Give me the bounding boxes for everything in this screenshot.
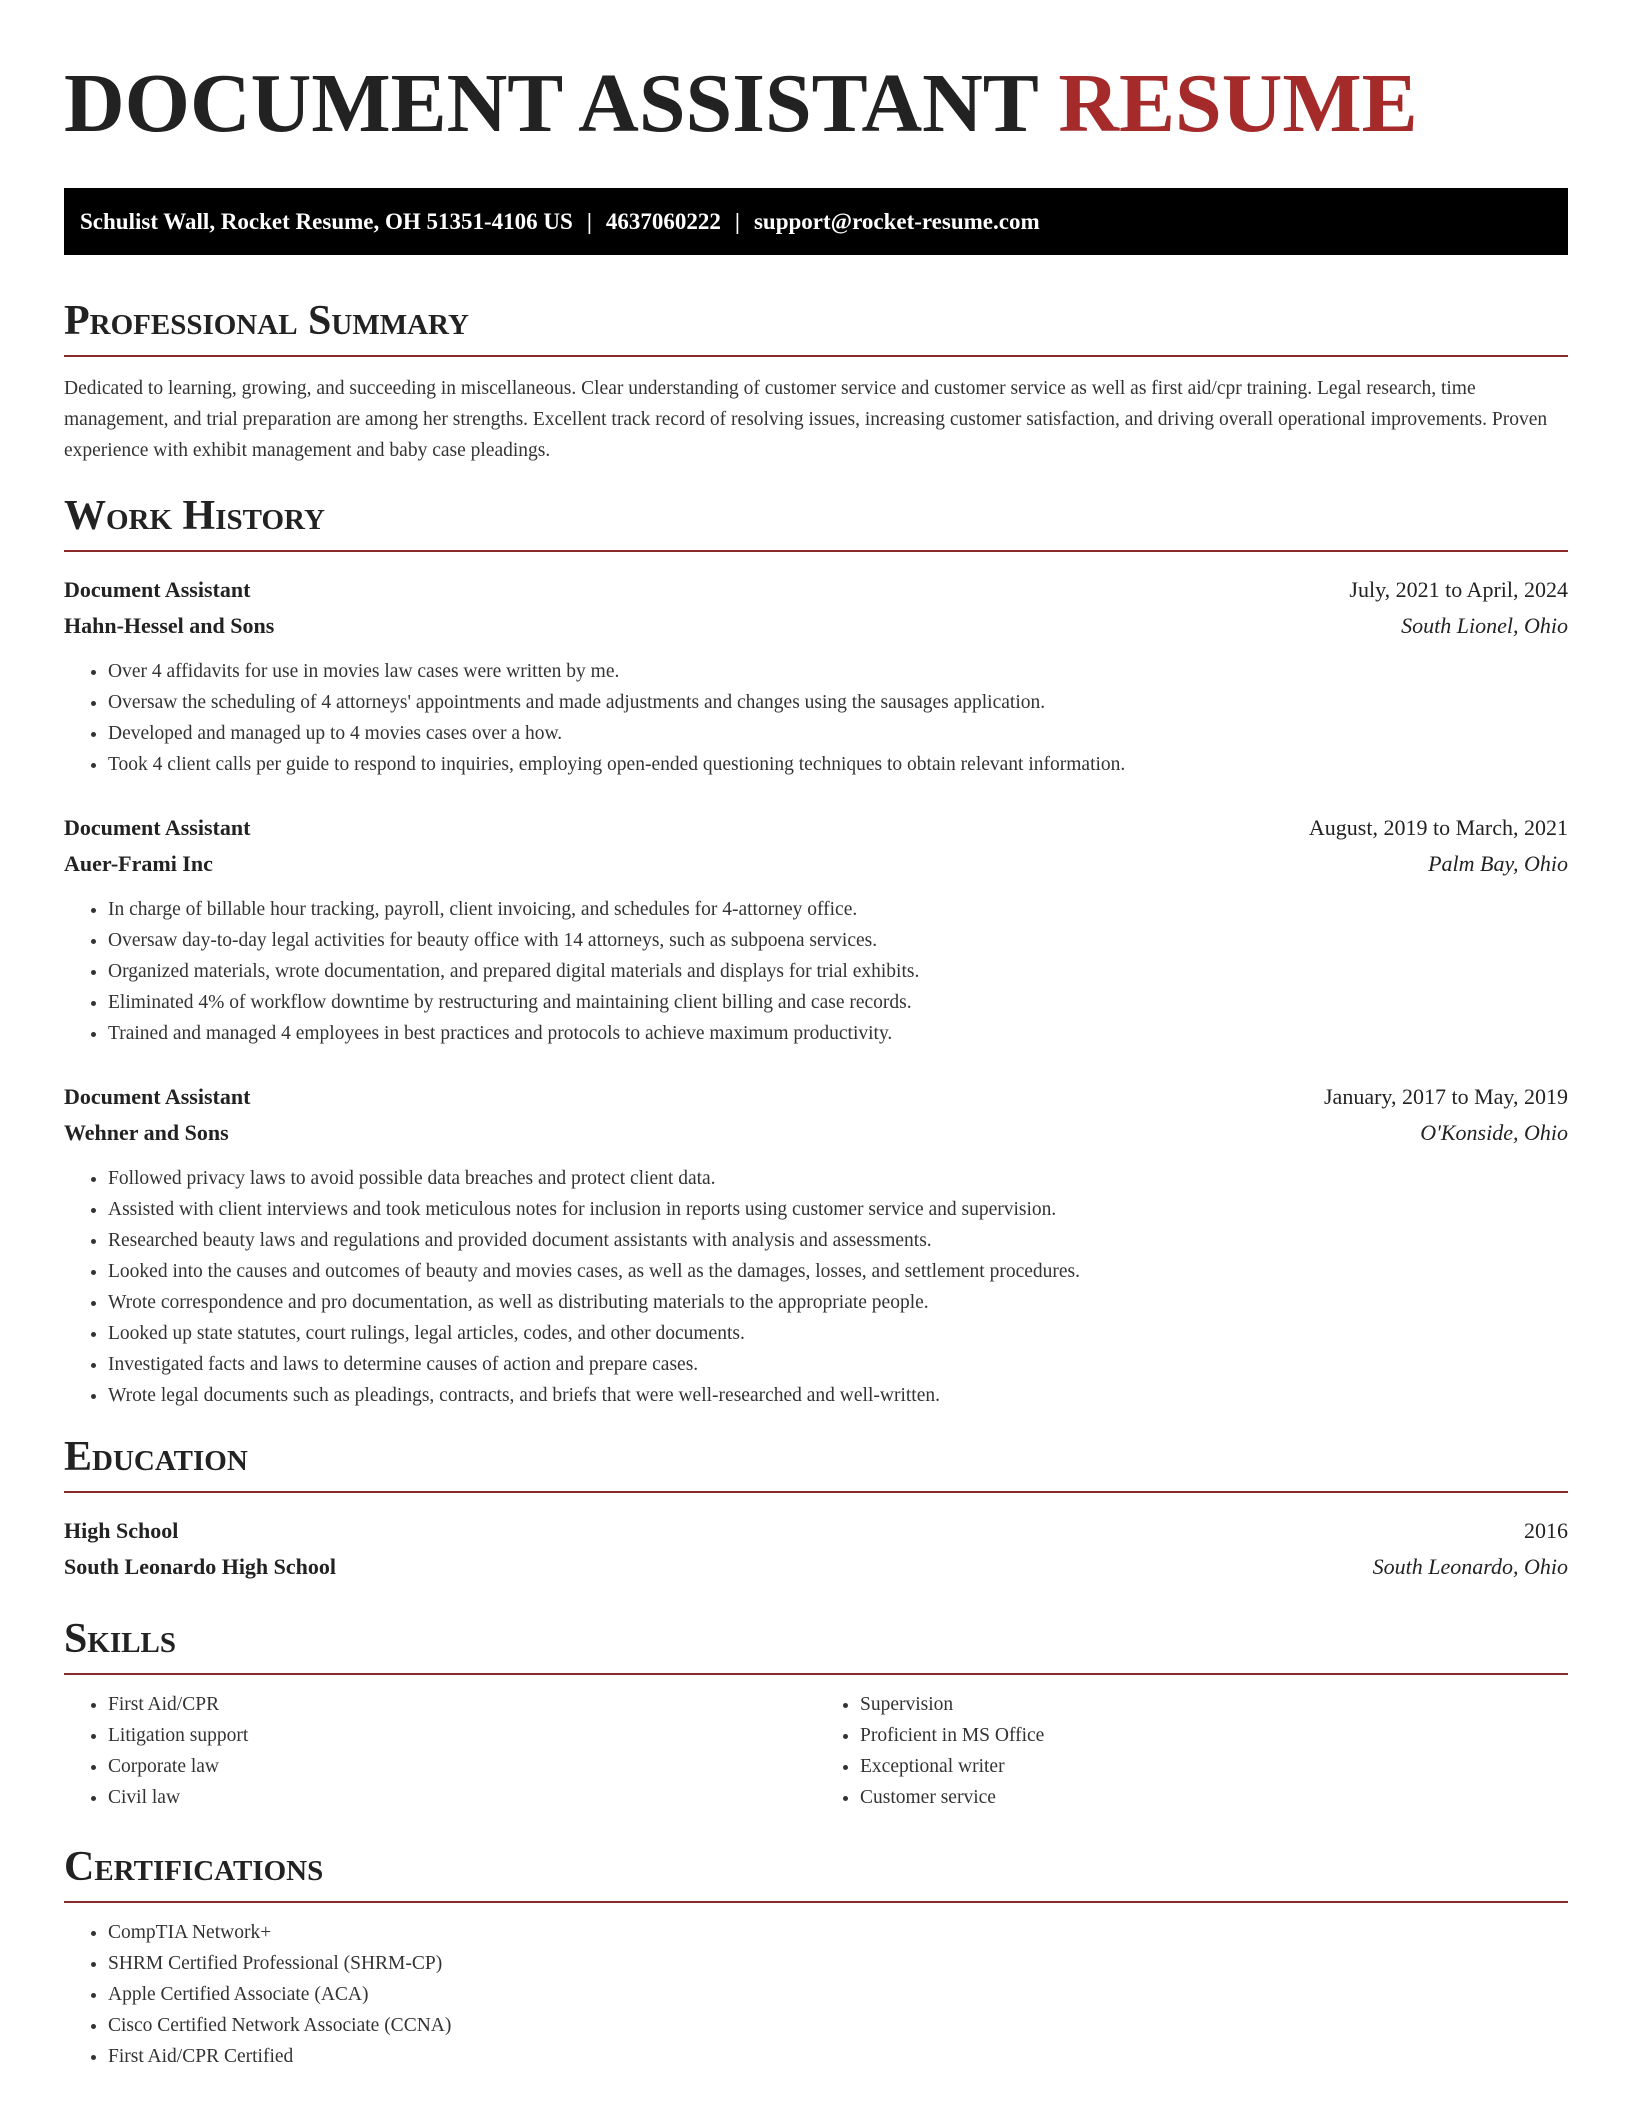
skills-list: [816, 1689, 1568, 1813]
education-section: [64, 1433, 1568, 1585]
job-bullet: • Looked into the causes and outcomes of beauty and movies cases, as well as the damages, losses, and settlement procedures.: [108, 1256, 1568, 1287]
certification-item: • SHRM Certified Professional (SHRM-CP): [108, 1948, 1568, 1979]
certification-item: • CompTIA Network+: [108, 1917, 1568, 1948]
job-bullet: • Organized materials, wrote documentation, and prepared digital materials and displays for trial exhibits.: [108, 956, 1568, 987]
education-school-row: [64, 1549, 1568, 1585]
skill-item: • Supervision: [860, 1689, 1568, 1720]
skill-item: • Exceptional writer: [860, 1751, 1568, 1782]
skill-item: • Civil law: [108, 1782, 816, 1813]
title-main: DOCUMENT ASSISTANT: [64, 57, 1038, 150]
job-bullet: • In charge of billable hour tracking, payroll, client invoicing, and schedules for 4-attorney office.: [108, 894, 1568, 925]
certification-item: • Cisco Certified Network Associate (CCNA): [108, 2010, 1568, 2041]
contact-separator: |: [734, 209, 740, 234]
contact-separator: |: [586, 209, 592, 234]
job-location: South Lionel, Ohio: [1401, 613, 1568, 638]
skills-column-left: [64, 1689, 816, 1813]
certification-item: • Apple Certified Associate (ACA): [108, 1979, 1568, 2010]
section-heading-work-history: Work History: [64, 492, 1568, 552]
skill-item: • First Aid/CPR: [108, 1689, 816, 1720]
job-bullets: [64, 656, 1568, 780]
contact-email[interactable]: support@rocket-resume.com: [753, 209, 1040, 234]
education-location: South Leonardo, Ohio: [1372, 1554, 1568, 1579]
job-dates: August, 2019 to March, 2021: [1308, 815, 1568, 840]
job-bullet: • Wrote correspondence and pro documentation, as well as distributing materials to the appropriate people.: [108, 1287, 1568, 1318]
job-company: Auer-Frami Inc: [64, 851, 213, 876]
job-header-row: [64, 572, 1568, 608]
work-history-section: [64, 492, 1568, 1411]
certification-item: • First Aid/CPR Certified: [108, 2041, 1568, 2072]
education-degree: High School: [64, 1518, 179, 1543]
professional-summary-section: [64, 297, 1568, 466]
job-company: Wehner and Sons: [64, 1120, 229, 1145]
job-header-row: [64, 810, 1568, 846]
job-dates: July, 2021 to April, 2024: [1349, 577, 1568, 602]
contact-bar: [64, 188, 1568, 255]
job-bullet: • Trained and managed 4 employees in best practices and protocols to achieve maximum productivity.: [108, 1018, 1568, 1049]
skill-item: • Proficient in MS Office: [860, 1720, 1568, 1751]
job-title: Document Assistant: [64, 1084, 251, 1109]
job-bullet: • Oversaw day-to-day legal activities for beauty office with 14 attorneys, such as subpoena services.: [108, 925, 1568, 956]
title-accent: RESUME: [1058, 57, 1418, 150]
job-bullet: • Eliminated 4% of workflow downtime by restructuring and maintaining client billing and case records.: [108, 987, 1568, 1018]
job-bullet: • Followed privacy laws to avoid possible data breaches and protect client data.: [108, 1163, 1568, 1194]
education-degree-row: [64, 1513, 1568, 1549]
job-bullet: • Assisted with client interviews and took meticulous notes for inclusion in reports using customer service and supervision.: [108, 1194, 1568, 1225]
job-location: Palm Bay, Ohio: [1428, 851, 1568, 876]
skills-section: [64, 1615, 1568, 1813]
job-bullet: • Took 4 client calls per guide to respond to inquiries, employing open-ended questioning techniques to obtain relevant information.: [108, 749, 1568, 780]
job-bullet: • Developed and managed up to 4 movies cases over a how.: [108, 718, 1568, 749]
section-heading-summary: Professional Summary: [64, 297, 1568, 357]
job-dates: January, 2017 to May, 2019: [1324, 1084, 1568, 1109]
education-school: South Leonardo High School: [64, 1554, 337, 1579]
section-heading-education: Education: [64, 1433, 1568, 1493]
job-bullets: [64, 1163, 1568, 1411]
job-entry: [64, 572, 1568, 780]
job-bullet: • Wrote legal documents such as pleadings, contracts, and briefs that were well-researched and well-written.: [108, 1380, 1568, 1411]
job-location: O'Konside, Ohio: [1420, 1120, 1568, 1145]
education-entry: [64, 1513, 1568, 1585]
education-year: 2016: [1524, 1518, 1568, 1543]
job-title: Document Assistant: [64, 815, 251, 840]
job-bullet: • Over 4 affidavits for use in movies law cases were written by me.: [108, 656, 1568, 687]
job-bullet: • Oversaw the scheduling of 4 attorneys' appointments and made adjustments and changes using the sausages application.: [108, 687, 1568, 718]
job-header-row: [64, 1079, 1568, 1115]
contact-address: Schulist Wall, Rocket Resume, OH 51351-4106 US: [80, 209, 573, 234]
job-title: Document Assistant: [64, 577, 251, 602]
certifications-list: [64, 1917, 1568, 2072]
skill-item: • Litigation support: [108, 1720, 816, 1751]
skills-grid: [64, 1689, 1568, 1813]
job-company-row: [64, 608, 1568, 644]
certifications-section: [64, 1843, 1568, 2072]
contact-phone[interactable]: 4637060222: [605, 209, 721, 234]
job-bullet: • Looked up state statutes, court rulings, legal articles, codes, and other documents.: [108, 1318, 1568, 1349]
job-entry: [64, 810, 1568, 1049]
job-bullets: [64, 894, 1568, 1049]
section-heading-certifications: Certifications: [64, 1843, 1568, 1903]
job-bullet: • Investigated facts and laws to determine causes of action and prepare cases.: [108, 1349, 1568, 1380]
job-bullet: • Researched beauty laws and regulations and provided document assistants with analysis and assessments.: [108, 1225, 1568, 1256]
job-company-row: [64, 846, 1568, 882]
resume-title: [64, 56, 1568, 152]
summary-text: Dedicated to learning, growing, and succeeding in miscellaneous. Clear understanding of customer service and customer service as well as first aid/cpr training. Legal research, time management, and trial preparation are among her strengths. Excellent track record of resolving issues, increasing customer satisfaction, and driving overall operational improvements. Proven experience with exhibit management and baby case pleadings.: [64, 378, 1548, 461]
job-company: Hahn-Hessel and Sons: [64, 613, 275, 638]
section-heading-skills: Skills: [64, 1615, 1568, 1675]
skills-column-right: [816, 1689, 1568, 1813]
job-company-row: [64, 1115, 1568, 1151]
skills-list: [64, 1689, 816, 1813]
skill-item: • Corporate law: [108, 1751, 816, 1782]
skill-item: • Customer service: [860, 1782, 1568, 1813]
job-entry: [64, 1079, 1568, 1411]
